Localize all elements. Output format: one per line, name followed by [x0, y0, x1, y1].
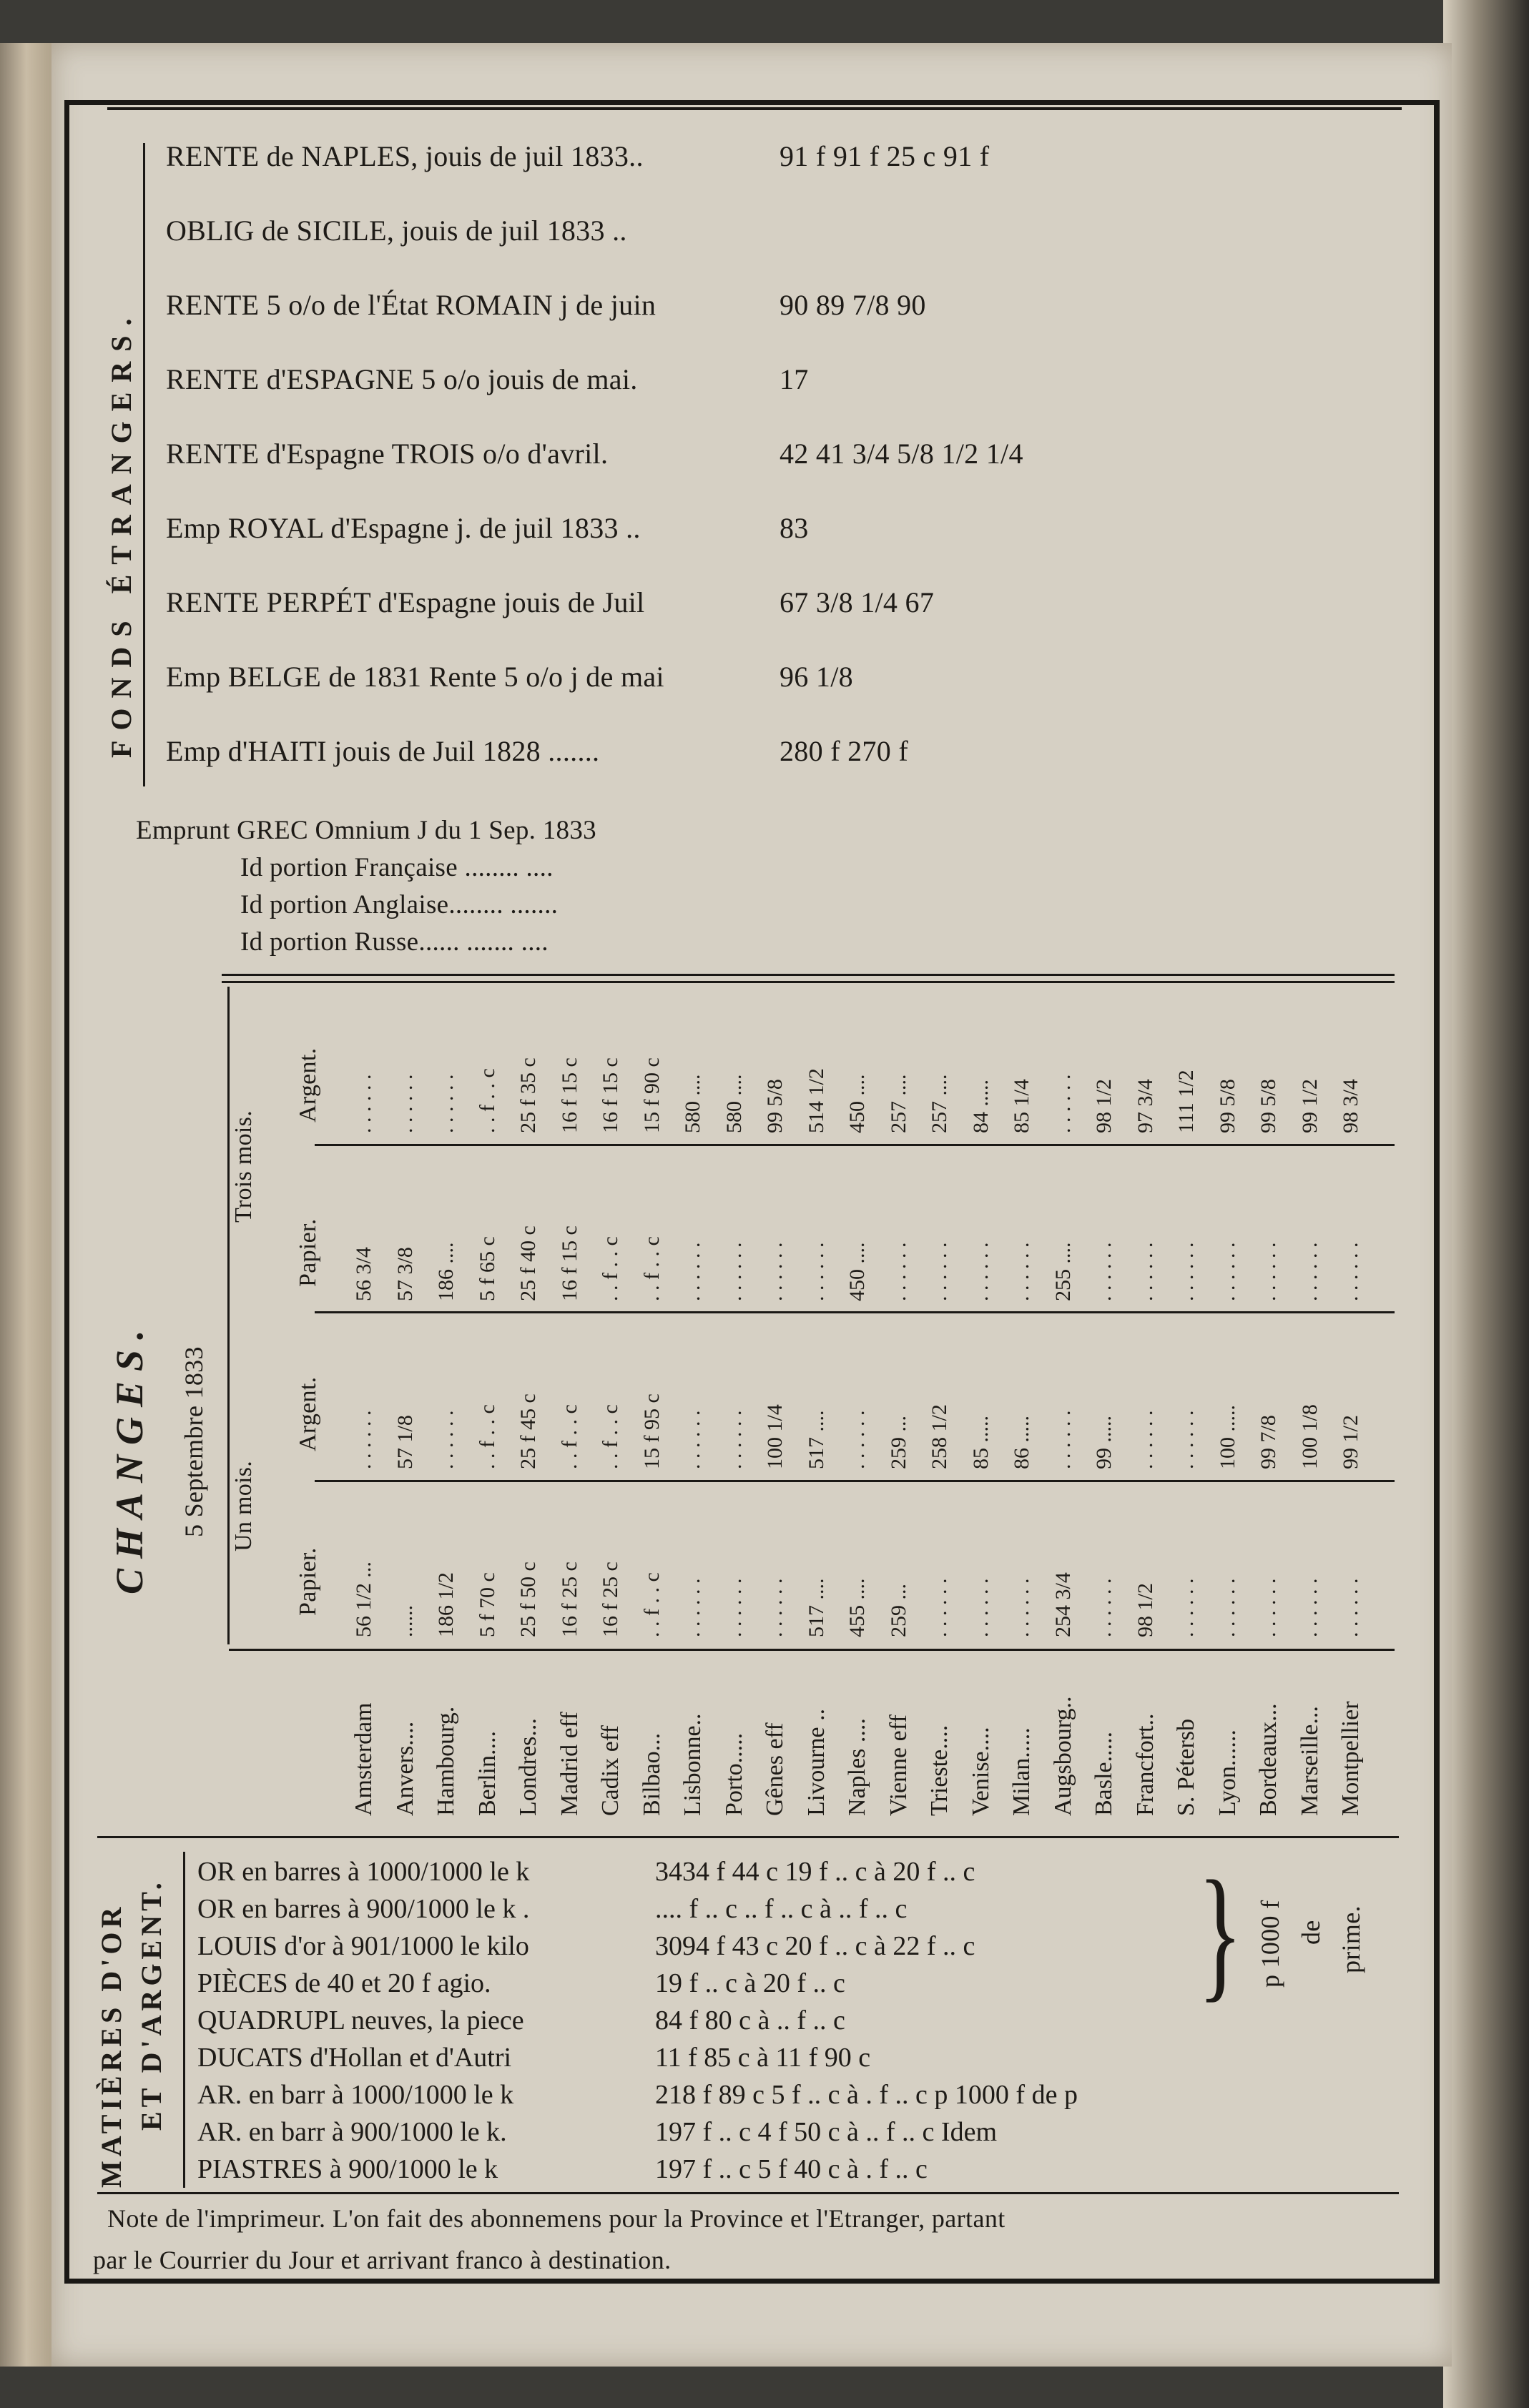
- exchange-cell-trois-papier: . . . . . .: [804, 1242, 828, 1301]
- exchange-cell-un-argent: . . f . . c: [599, 1404, 622, 1469]
- exchange-cell-un-argent: 57 1/8: [393, 1415, 417, 1469]
- exchange-cell-un-papier: . . . . . .: [1215, 1578, 1239, 1637]
- matiere-value: 11 f 85 c à 11 f 90 c: [655, 2043, 871, 2073]
- exchange-cell-un-argent: . . . . . .: [1133, 1410, 1157, 1469]
- trois-argent-label: Argent.: [295, 1047, 321, 1122]
- fonds-row-value: 42 41 3/4 5/8 1/2 1/4: [780, 438, 1023, 470]
- matiere-value: 3434 f 44 c 19 f .. c à 20 f .. c: [655, 1857, 975, 1887]
- exchange-cell-trois-argent: 257 ....: [886, 1074, 910, 1133]
- exchange-cell-trois-papier: . . . . . .: [1339, 1242, 1362, 1301]
- exchange-cell-un-papier: . . . . . .: [1010, 1578, 1033, 1637]
- city-label: Vienne eff: [885, 1714, 912, 1816]
- exchange-cell-trois-papier: 255 ....: [1051, 1242, 1075, 1301]
- exchange-cell-un-papier: 5 f 70 c: [475, 1572, 499, 1637]
- matiere-label: OR en barres à 1000/1000 le k: [197, 1857, 530, 1887]
- exchange-cell-trois-papier: . . . . . .: [763, 1242, 787, 1301]
- changes-date: 5 Septembre 1833: [180, 1346, 208, 1537]
- exchange-cell-trois-papier: . . . . . .: [968, 1242, 993, 1301]
- book-binding-edge: [1443, 0, 1529, 2408]
- city-label: Gênes eff: [762, 1722, 788, 1816]
- city-label: Naples ....: [844, 1718, 870, 1816]
- exchange-cell-trois-papier: 16 f 15 c: [557, 1225, 581, 1301]
- fonds-row-label: RENTE de NAPLES, jouis de juil 1833..: [166, 140, 644, 172]
- exchange-cell-trois-argent: 98 1/2: [1092, 1079, 1116, 1133]
- city-label: S. Pétersb: [1173, 1719, 1199, 1816]
- city-label: Lyon......: [1214, 1729, 1241, 1816]
- exchange-cell-trois-argent: 99 5/8: [763, 1079, 787, 1133]
- exchange-cell-un-papier: . . . . . .: [968, 1578, 993, 1637]
- matieres-title-1: MATIÈRES D'OR: [95, 1903, 127, 2188]
- city-label: Porto.....: [720, 1732, 747, 1816]
- city-label: Hambourg.: [433, 1706, 459, 1816]
- city-label: Berlin....: [473, 1731, 501, 1816]
- exchange-cell-trois-papier: . . . . . .: [1215, 1242, 1239, 1301]
- exchange-cell-un-papier: 455 ....: [845, 1578, 869, 1637]
- exchange-cell-trois-papier: . . . . . .: [1257, 1242, 1280, 1301]
- fonds-row-value: 17: [780, 363, 809, 395]
- exchange-cell-un-papier: . . . . . .: [763, 1578, 787, 1637]
- exchange-cell-un-papier: 517 ....: [804, 1578, 828, 1637]
- exchange-cell-trois-argent: 580 ....: [681, 1074, 704, 1133]
- exchange-cell-un-papier: . . . . . .: [1297, 1578, 1322, 1637]
- changes-rule-2: [315, 1311, 1395, 1313]
- fonds-row-label: RENTE d'ESPAGNE 5 o/o jouis de mai.: [166, 363, 638, 395]
- exchange-cell-un-argent: . . . . . .: [352, 1410, 375, 1469]
- exchange-cell-trois-papier: 5 f 65 c: [475, 1236, 499, 1301]
- city-label: Amsterdam: [350, 1702, 377, 1816]
- fonds-row-value: 280 f 270 f: [780, 735, 908, 767]
- fonds-vertical-rule: [143, 143, 145, 786]
- city-label: Madrid eff: [556, 1712, 583, 1816]
- exchange-cell-trois-argent: 16 f 15 c: [557, 1057, 581, 1133]
- exchange-cell-un-argent: 99 .....: [1092, 1416, 1116, 1469]
- exchange-cell-trois-papier: . . . . . .: [928, 1242, 951, 1301]
- exchange-cell-trois-argent: . . . . . .: [1051, 1074, 1075, 1133]
- fonds-row-value: 91 f 91 f 25 c 91 f: [780, 140, 990, 172]
- exchange-cell-trois-argent: 98 3/4: [1339, 1079, 1362, 1133]
- exchange-cell-un-argent: . . . . . .: [722, 1410, 746, 1469]
- fonds-row-label: Emp ROYAL d'Espagne j. de juil 1833 ..: [166, 512, 641, 544]
- trois-papier-label: Papier.: [295, 1218, 321, 1287]
- city-label: Venise....: [967, 1727, 994, 1816]
- city-label: Cadix eff: [597, 1725, 624, 1816]
- exchange-cell-un-papier: 25 f 50 c: [516, 1561, 540, 1637]
- exchange-cell-trois-papier: . . . . . .: [1174, 1242, 1198, 1301]
- exchange-cell-trois-argent: 580 ....: [722, 1074, 746, 1133]
- fonds-row-label: Emp BELGE de 1831 Rente 5 o/o j de mai: [166, 661, 664, 693]
- exchange-cell-un-argent: 86 .....: [1010, 1416, 1033, 1469]
- exchange-cell-un-argent: 100 1/8: [1297, 1404, 1322, 1469]
- exchange-cell-trois-papier: 25 f 40 c: [516, 1225, 540, 1301]
- brace-note-2: de: [1297, 1920, 1325, 1945]
- exchange-cell-trois-papier: . . . . . .: [681, 1242, 704, 1301]
- exchange-cell-trois-argent: 97 3/4: [1133, 1079, 1157, 1133]
- exchange-cell-un-argent: 99 1/2: [1339, 1415, 1362, 1469]
- city-label: Bilbao...: [638, 1732, 665, 1816]
- grec-row: Id portion Russe...... ....... ....: [240, 927, 549, 957]
- exchange-cell-trois-argent: . . f . . c: [475, 1068, 499, 1133]
- exchange-cell-trois-argent: 15 f 90 c: [639, 1057, 664, 1133]
- frame-double-rule: [107, 107, 1402, 110]
- exchange-cell-un-papier: 98 1/2: [1133, 1583, 1157, 1637]
- un-mois-label: Un mois.: [230, 1460, 257, 1551]
- exchange-cell-trois-argent: 99 5/8: [1215, 1079, 1239, 1133]
- city-label: Anvers....: [391, 1721, 418, 1816]
- exchange-cell-trois-papier: 186 ....: [434, 1242, 458, 1301]
- exchange-cell-trois-argent: 99 1/2: [1297, 1079, 1322, 1133]
- exchange-cell-trois-argent: . . . . . .: [393, 1074, 417, 1133]
- matiere-label: LOUIS d'or à 901/1000 le kilo: [197, 1931, 529, 1961]
- matiere-label: OR en barres à 900/1000 le k .: [197, 1894, 530, 1924]
- matiere-value: 197 f .. c 5 f 40 c à . f .. c: [655, 2154, 928, 2184]
- matieres-vertical-rule: [183, 1852, 185, 2188]
- exchange-cell-trois-papier: . . . . . .: [1133, 1242, 1157, 1301]
- exchange-cell-un-argent: 517 ....: [804, 1410, 828, 1469]
- exchange-cell-trois-argent: 16 f 15 c: [599, 1057, 622, 1133]
- matieres-brace: }: [1198, 1850, 1243, 2016]
- exchange-cell-trois-papier: . . . . . .: [1092, 1242, 1116, 1301]
- exchange-cell-trois-argent: . . . . . .: [434, 1074, 458, 1133]
- fonds-title: FONDS ÉTRANGERS.: [105, 308, 137, 758]
- city-label: Milan.....: [1008, 1727, 1035, 1816]
- matiere-label: PIASTRES à 900/1000 le k: [197, 2154, 498, 2184]
- exchange-cell-un-papier: . . . . . .: [928, 1578, 951, 1637]
- city-label: Marseille...: [1296, 1706, 1323, 1816]
- un-papier-label: Papier.: [295, 1547, 321, 1616]
- exchange-cell-trois-argent: 257 ....: [928, 1074, 951, 1133]
- exchange-cell-un-argent: . . . . . .: [434, 1410, 458, 1469]
- exchange-cell-un-papier: . . . . . .: [681, 1578, 704, 1637]
- exchange-cell-trois-argent: 514 1/2: [804, 1068, 828, 1133]
- exchange-cell-un-argent: 99 7/8: [1257, 1415, 1280, 1469]
- exchange-cell-un-argent: 100 1/4: [763, 1404, 787, 1469]
- changes-top-rule-2: [222, 981, 1395, 983]
- fonds-row-value: 83: [780, 512, 809, 544]
- city-label: Bordeaux...: [1255, 1703, 1282, 1816]
- city-label: Livourne ..: [802, 1708, 830, 1816]
- exchange-cell-un-argent: . . . . . .: [1051, 1410, 1075, 1469]
- exchange-cell-un-argent: 85 .....: [968, 1416, 993, 1469]
- exchange-cell-trois-papier: 450 ....: [845, 1242, 869, 1301]
- exchange-cell-trois-papier: 57 3/8: [393, 1247, 417, 1301]
- exchange-cell-trois-argent: 84 .....: [968, 1080, 993, 1133]
- exchange-cell-un-argent: 258 1/2: [928, 1404, 951, 1469]
- exchange-cell-un-argent: . . f . . c: [557, 1404, 581, 1469]
- matiere-label: DUCATS d'Hollan et d'Autri: [197, 2043, 512, 2073]
- exchange-cell-trois-papier: . . . . . .: [722, 1242, 746, 1301]
- matiere-value: .... f .. c .. f .. c à .. f .. c: [655, 1894, 908, 1924]
- exchange-cell-trois-papier: . . . . . .: [886, 1242, 910, 1301]
- un-argent-label: Argent.: [295, 1376, 321, 1451]
- exchange-cell-trois-argent: . . . . . .: [352, 1074, 375, 1133]
- exchange-cell-trois-argent: 85 1/4: [1010, 1079, 1033, 1133]
- exchange-cell-un-papier: . . . . . .: [1339, 1578, 1362, 1637]
- exchange-cell-un-papier: . . . . . .: [1174, 1578, 1198, 1637]
- exchange-cell-trois-papier: . . f . . c: [599, 1236, 622, 1301]
- changes-top-rule: [222, 974, 1395, 976]
- changes-rule-3: [315, 1480, 1395, 1482]
- note-line-1: Note de l'imprimeur. L'on fait des abonnemens pour la Province et l'Etranger, partant: [107, 2204, 1006, 2233]
- exchange-cell-un-papier: . . . . . .: [1092, 1578, 1116, 1637]
- exchange-cell-un-papier: 254 3/4: [1051, 1572, 1075, 1637]
- exchange-cell-un-argent: . . . . . .: [1174, 1410, 1198, 1469]
- fonds-row-label: Emp d'HAITI jouis de Juil 1828 .......: [166, 735, 600, 767]
- fonds-row-value: 96 1/8: [780, 661, 853, 693]
- brace-note-3: prime.: [1337, 1905, 1365, 1973]
- city-label: Francfort..: [1131, 1713, 1159, 1816]
- matiere-label: PIÈCES de 40 et 20 f agio.: [197, 1968, 491, 1998]
- trois-mois-label: Trois mois.: [230, 1110, 257, 1223]
- exchange-cell-un-argent: 15 f 95 c: [639, 1393, 664, 1469]
- matiere-value: 19 f .. c à 20 f .. c: [655, 1968, 845, 1998]
- exchange-cell-un-papier: 259 ...: [886, 1584, 910, 1637]
- changes-rule-4: [229, 1649, 1395, 1651]
- matiere-value: 84 f 80 c à .. f .. c: [655, 2005, 845, 2036]
- exchange-cell-trois-papier: 56 3/4: [352, 1247, 375, 1301]
- grec-row: Id portion Française ........ ....: [240, 853, 554, 882]
- exchange-cell-un-argent: 100 .....: [1215, 1405, 1239, 1469]
- matiere-label: AR. en barr à 1000/1000 le k: [197, 2080, 514, 2110]
- exchange-cell-un-papier: 16 f 25 c: [599, 1561, 622, 1637]
- matieres-title-2: ET D'ARGENT.: [135, 1878, 167, 2131]
- city-label: Basle.....: [1091, 1731, 1117, 1816]
- fonds-row-label: OBLIG de SICILE, jouis de juil 1833 ..: [166, 214, 627, 247]
- exchange-cell-trois-argent: 25 f 35 c: [516, 1057, 540, 1133]
- city-label: Lisbonne..: [679, 1713, 706, 1816]
- brace-note-1: p 1000 f: [1256, 1900, 1284, 1988]
- exchange-cell-trois-argent: 450 ....: [845, 1074, 869, 1133]
- exchange-cell-un-argent: 259 ...: [886, 1416, 910, 1469]
- grec-row: Id portion Anglaise........ .......: [240, 890, 559, 919]
- matiere-label: AR. en barr à 900/1000 le k.: [197, 2117, 507, 2147]
- exchange-cell-un-argent: . . . . . .: [845, 1410, 869, 1469]
- exchange-cell-un-papier: 56 1/2 ...: [352, 1561, 375, 1637]
- exchange-cell-un-papier: 186 1/2: [434, 1572, 458, 1637]
- matiere-value: 197 f .. c 4 f 50 c à .. f .. c Idem: [655, 2117, 998, 2147]
- fonds-row-label: RENTE 5 o/o de l'État ROMAIN j de juin: [166, 289, 657, 321]
- city-label: Augsbourg..: [1049, 1696, 1076, 1816]
- exchange-cell-un-argent: 25 f 45 c: [516, 1393, 540, 1469]
- exchange-cell-trois-argent: 111 1/2: [1174, 1070, 1198, 1133]
- exchange-cell-un-argent: . . . . . .: [681, 1410, 704, 1469]
- matiere-label: QUADRUPL neuves, la piece: [197, 2005, 524, 2036]
- city-label: Londres...: [515, 1718, 541, 1816]
- exchange-cell-un-papier: . . . . . .: [722, 1578, 746, 1637]
- matiere-value: 3094 f 43 c 20 f .. c à 22 f .. c: [655, 1931, 975, 1961]
- fonds-row-value: 67 3/8 1/4 67: [780, 586, 935, 618]
- exchange-cell-trois-papier: . . f . . c: [639, 1236, 664, 1301]
- exchange-cell-trois-papier: . . . . . .: [1297, 1242, 1322, 1301]
- fonds-row-value: 90 89 7/8 90: [780, 289, 926, 321]
- exchange-cell-trois-papier: . . . . . .: [1010, 1242, 1033, 1301]
- exchange-cell-un-argent: . . f . . c: [475, 1404, 499, 1469]
- city-label: Trieste....: [926, 1724, 953, 1816]
- exchange-cell-un-papier: ......: [393, 1605, 417, 1637]
- fonds-row-label: RENTE d'Espagne TROIS o/o d'avril.: [166, 438, 609, 470]
- note-line-2: par le Courrier du Jour et arrivant franco à destination.: [93, 2246, 672, 2274]
- matiere-value: 218 f 89 c 5 f .. c à . f .. c p 1000 f de p: [655, 2080, 1078, 2110]
- changes-title: CHANGES.: [108, 1320, 151, 1594]
- city-label: Montpellier: [1337, 1701, 1364, 1816]
- exchange-cell-un-papier: 16 f 25 c: [557, 1561, 581, 1637]
- exchange-cell-un-papier: . . . . . .: [1257, 1578, 1280, 1637]
- matieres-top-rule: [97, 1836, 1399, 1838]
- changes-vertical-rule: [227, 987, 230, 1644]
- grec-row: Emprunt GREC Omnium J du 1 Sep. 1833: [136, 816, 596, 845]
- changes-rule-1: [315, 1144, 1395, 1146]
- fonds-row-label: RENTE PERPÉT d'Espagne jouis de Juil: [166, 586, 645, 618]
- matieres-bottom-rule: [97, 2192, 1399, 2194]
- exchange-cell-trois-argent: 99 5/8: [1257, 1079, 1280, 1133]
- exchange-cell-un-papier: . . f . . c: [639, 1572, 664, 1637]
